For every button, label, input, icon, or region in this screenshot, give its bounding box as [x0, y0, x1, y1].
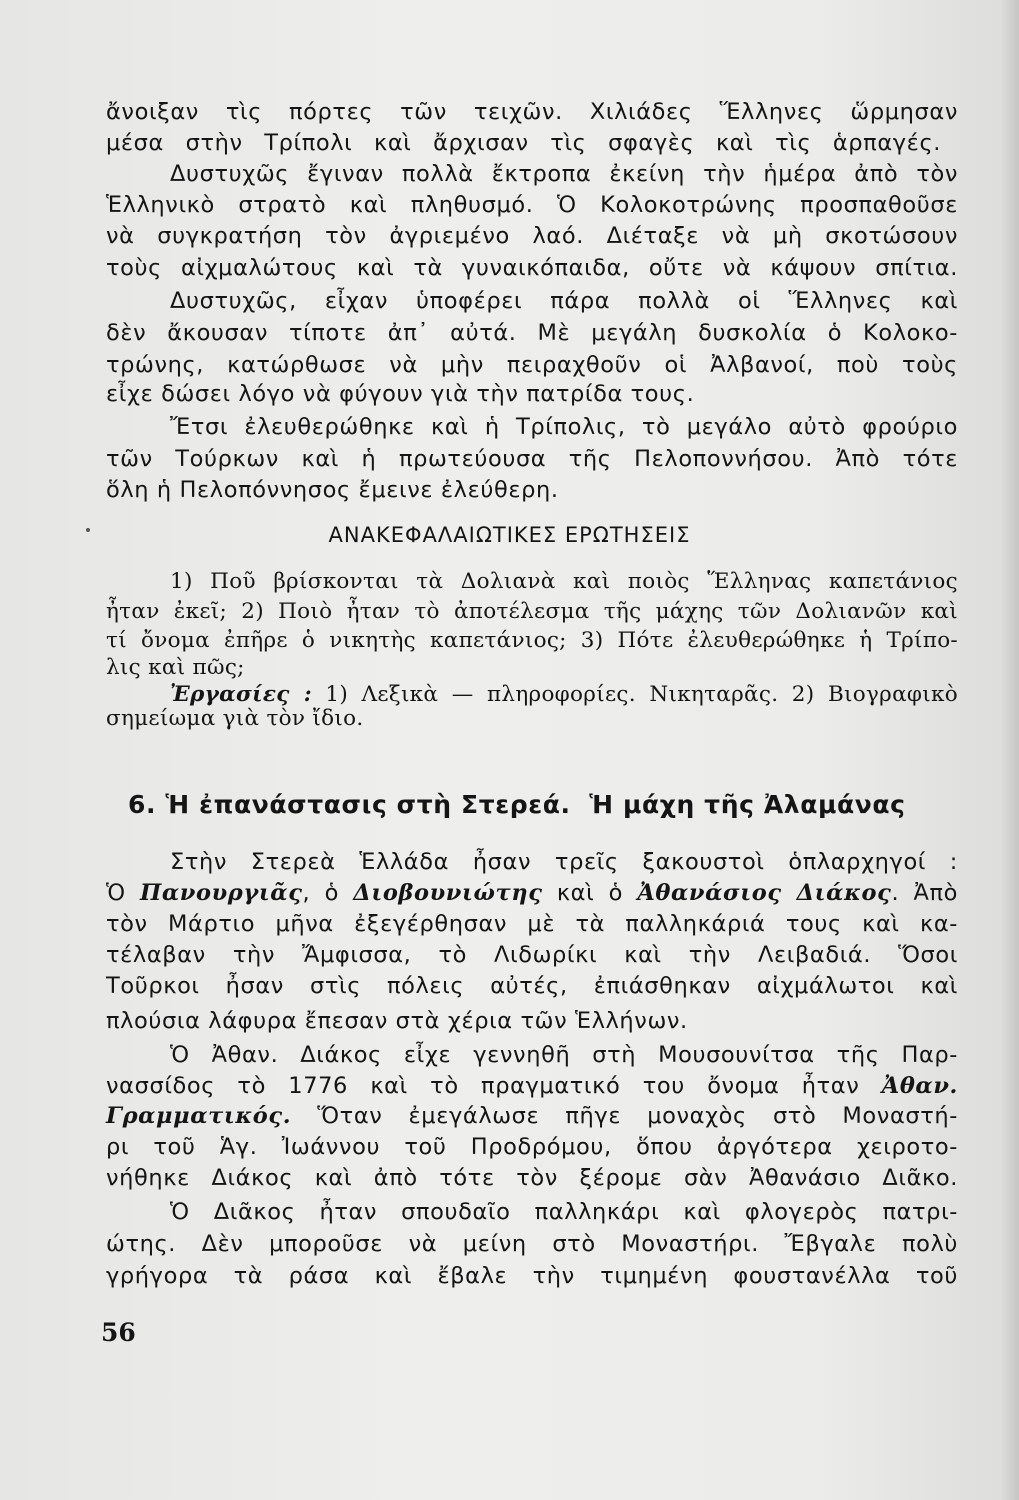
- text-line: Στὴν Στερεὰ Ἑλλάδα ἦσαν τρεῖς ξακουστοὶ ὁπλαρχηγοί :: [170, 849, 958, 875]
- text-line: Ἔτσι ἐλευθερώθηκε καὶ ἡ Τρίπολις, τὸ μεγάλο αὐτὸ φρούριο: [170, 414, 958, 440]
- tasks-text: 1) Λεξικὰ — πληροφορίες. Νικηταρᾶς. 2) Βιογραφικὸ: [311, 682, 958, 707]
- text-line: Δυστυχῶς ἔγιναν πολλὰ ἔκτροπα ἐκείνη τὴν ἡμέρα ἀπὸ τὸν: [170, 161, 958, 187]
- text-line: εἶχε δώσει λόγο νὰ φύγουν γιὰ τὴν πατρίδα τους.: [106, 381, 695, 407]
- text-line: [106, 1101, 958, 1131]
- name-diovouniotis: Διοβουνιώτης: [353, 880, 543, 906]
- text-line: ὅλη ἡ Πελοπόννησος ἔμεινε ἐλεύθερη.: [106, 477, 559, 503]
- text-line: ώτης. Δὲν μποροῦσε νὰ μείνη στὸ Μοναστήρι. Ἔβγαλε πολὺ: [106, 1231, 958, 1257]
- text-run: Ὁ: [106, 880, 140, 906]
- text-run: , ὁ: [302, 880, 354, 906]
- name-grammatikos: Γραμματικός.: [106, 1103, 292, 1129]
- tasks-label: Ἐργασίες :: [170, 682, 312, 707]
- name-panourgias: Πανουργιᾶς: [140, 880, 303, 906]
- text-line: Δυστυχῶς, εἶχαν ὑποφέρει πάρα πολλὰ οἱ Ἕλληνες καὶ: [170, 288, 958, 314]
- text-line: Ὁ Διᾶκος ἦταν σπουδαῖο παλληκάρι καὶ φλογερὸς πατρι-: [170, 1199, 958, 1225]
- tasks-line: σημείωμα γιὰ τὸν ἴδιο.: [106, 706, 364, 731]
- text-line: νὰ συγκρατήση τὸν ἀγριεμένο λαό. Διέταξε νὰ μὴ σκοτώσουν: [106, 223, 958, 249]
- text-line: Ἑλληνικὸ στρατὸ καὶ πληθυσμό. Ὁ Κολοκοτρώνης προσπαθοῦσε: [106, 192, 958, 218]
- text-line: [106, 878, 958, 908]
- question-line: λις καὶ πῶς;: [106, 655, 245, 680]
- text-run: Ὅταν ἐμεγάλωσε πῆγε μοναχὸς στὸ Μοναστή-: [291, 1103, 958, 1129]
- text-line: [106, 1071, 958, 1101]
- text-run: καὶ ὁ: [542, 880, 638, 906]
- text-line: τέλαβαν τὴν Ἄμφισσα, τὸ Λιδωρίκι καὶ τὴν Λειβαδιά. Ὅσοι: [106, 942, 958, 968]
- text-run: νασσίδος τὸ 1776 καὶ τὸ πραγματικό του ὄνομα ἦταν: [106, 1073, 882, 1099]
- text-run: . Ἀπὸ: [891, 880, 959, 906]
- text-line: τρώνης, κατώρθωσε νὰ μὴν πειραχθοῦν οἱ Ἀλβανοί, ποὺ τοὺς: [106, 352, 958, 378]
- page-number: 56: [101, 1318, 136, 1347]
- section-title: [128, 788, 958, 822]
- text-line: γρήγορα τὰ ράσα καὶ ἔβαλε τὴν τιμημένη φουστανέλλα τοῦ: [106, 1263, 958, 1289]
- page-binding-shadow: [1001, 0, 1019, 1500]
- review-heading: ΑΝΑΚΕΦΑΛΑΙΩΤΙΚΕΣ ΕΡΩΤΗΣΕΙΣ: [328, 523, 691, 547]
- text-line: μέσα στὴν Τρίπολι καὶ ἄρχισαν τὶς σφαγὲς καὶ τὶς ἁρπαγές.: [106, 130, 941, 156]
- text-line: Τοῦρκοι ἦσαν στὶς πόλεις αὐτές, ἐπιάσθηκαν αἰχμάλωτοι καὶ: [106, 973, 958, 999]
- text-line: δὲν ἄκουσαν τίποτε ἀπ᾿ αὐτά. Μὲ μεγάλη δυσκολία ὁ Κολοκο-: [106, 320, 958, 346]
- text-line: τῶν Τούρκων καὶ ἡ πρωτεύουσα τῆς Πελοποννήσου. Ἀπὸ τότε: [106, 446, 958, 472]
- section-title-part: Ἡ μάχη τῆς Ἀλαμάνας: [589, 790, 906, 819]
- question-line: 1) Ποῦ βρίσκονται τὰ Δολιανὰ καὶ ποιὸς Ἕλληνας καπετάνιος: [170, 569, 958, 594]
- question-line: τί ὄνομα ἐπῆρε ὁ νικητὴς καπετάνιος; 3) Πότε ἐλευθερώθηκε ἡ Τρίπο-: [106, 628, 958, 653]
- question-line: ἦταν ἐκεῖ; 2) Ποιὸ ἦταν τὸ ἀποτέλεσμα τῆς μάχης τῶν Δολιανῶν καὶ: [106, 599, 958, 624]
- name-diakos: Ἀθανάσιος Διάκος: [637, 880, 892, 906]
- text-line: τοὺς αἰχμαλώτους καὶ τὰ γυναικόπαιδα, οὔτε νὰ κάψουν σπίτια.: [106, 255, 958, 281]
- text-line: πλούσια λάφυρα ἔπεσαν στὰ χέρια τῶν Ἑλλήνων.: [106, 1008, 688, 1034]
- section-title-part: 6. Ἡ ἐπανάστασις στὴ Στερεά.: [128, 790, 571, 819]
- text-line: τὸν Μάρτιο μῆνα ἐξεγέρθησαν μὲ τὰ παλληκάριά τους καὶ κα-: [106, 911, 958, 937]
- text-line: ρι τοῦ Ἁγ. Ἰωάννου τοῦ Προδρόμου, ὅπου ἀργότερα χειροτο-: [106, 1134, 958, 1160]
- text-line: ἄνοιξαν τὶς πόρτες τῶν τειχῶν. Χιλιάδες Ἕλληνες ὥρμησαν: [106, 99, 958, 125]
- text-line: Ὁ Ἀθαν. Διάκος εἶχε γεννηθῆ στὴ Μουσουνίτσα τῆς Παρ-: [170, 1042, 958, 1068]
- text-line: νήθηκε Διάκος καὶ ἀπὸ τότε τὸν ξέρομε σὰν Ἀθανάσιο Διᾶκο.: [106, 1165, 958, 1191]
- name-athan: Ἀθαν.: [881, 1073, 958, 1099]
